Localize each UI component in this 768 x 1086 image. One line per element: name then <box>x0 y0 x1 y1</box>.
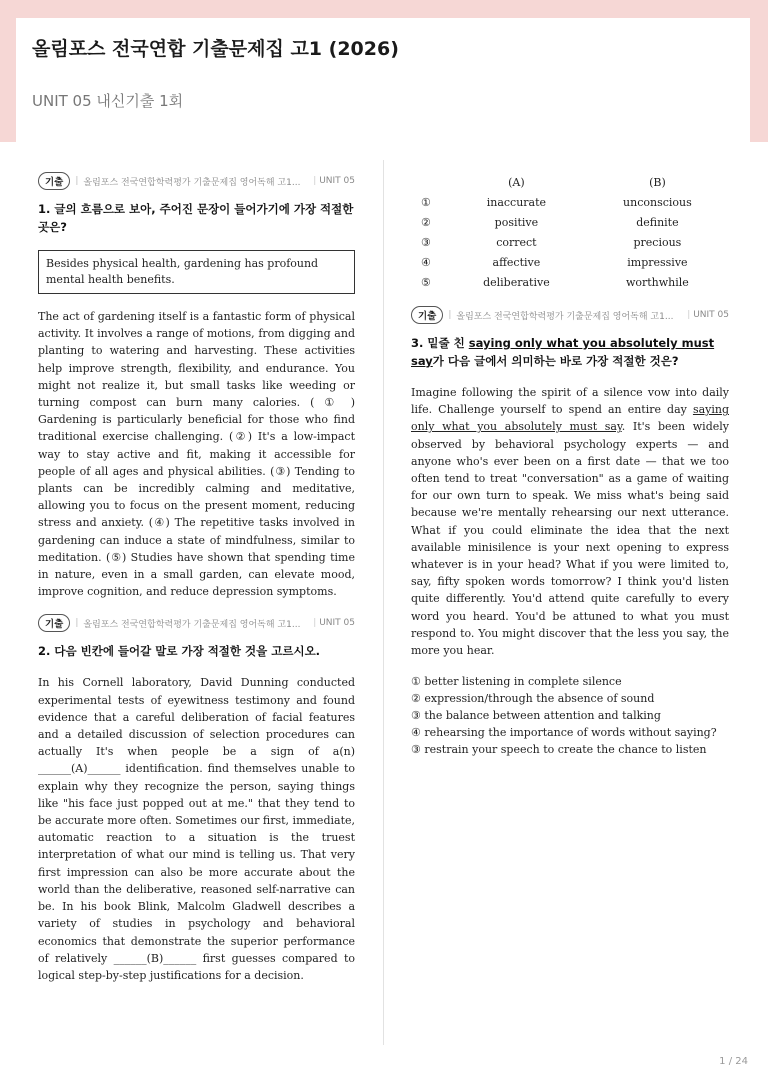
q2-option-a: positive <box>494 215 539 229</box>
q3-passage <box>411 384 729 659</box>
q3-passage-before: Imagine following the spirit of a silence vow into daily life. Challenge yourself to spend an entire day <box>411 386 729 417</box>
q3-choice[interactable]: ③ the balance between attention and talking <box>411 709 661 723</box>
q3-choices <box>411 673 729 758</box>
q2-option-b: unconscious <box>623 195 692 209</box>
q2-option-b: definite <box>636 215 679 229</box>
q2-option-b: worthwhile <box>625 275 689 289</box>
q3-passage-after: . It's been widely observed by behavioral psychology experts — and anyone who's ever been on a first date — that we too often tend to treat "conversation" as a game of waiting for our own turn to speak. We miss what's being said because we're mentally rehearsing our next utterance. What if you could eliminate the idea that the next available minisilence is your next opening to express whatever is in your head? What if you were limited to, say, fifty spoken words tomorrow? I think you'd listen quite differently. You'd attend quite carefully to every word you heard. You'd be attuned to what you must respond to. You might discover that the less you say, the more you hear. <box>411 420 729 658</box>
q3-title-prefix: 3. 밑줄 친 <box>411 336 469 350</box>
q2-options-table <box>411 172 729 292</box>
column-divider <box>383 160 384 1045</box>
q3-separator: | <box>448 310 452 320</box>
q2-option-row[interactable] <box>411 212 729 232</box>
q2-option-num: ④ <box>421 255 431 269</box>
page-subtitle: UNIT 05 내신기출 1회 <box>32 92 184 110</box>
q3-tagline <box>411 306 729 324</box>
right-column <box>411 172 729 758</box>
q2-tag-badge: 기출 <box>38 614 70 632</box>
q2-option-num: ③ <box>421 235 431 249</box>
q2-passage: In his Cornell laboratory, David Dunning conducted experimental tests of eyewitness testimony and found evidence that a careful deliberation of facial features and a detailed discussion of selection procedures can actually It's when people be a sign of a(n) ______(A)______ identification. find themselves unable to explain why they recognize the person, saying things like "his face just popped out at me." that they tend to be accurate more often. Sometimes our first, immediate, automatic reaction to a situation is the truest interpretation of what our mind is telling us. That very first impression can also be more accurate about the world than the deliberative, reasoned self-narrative can be. In his book Blink, Malcolm Gladwell describes a variety of studies in psychology and behavioral economics that demonstrate the superior performance of relatively ______(B)______ first guesses compared to logical step-by-step justifications for a decision. <box>38 676 355 982</box>
q2-option-row[interactable] <box>411 192 729 212</box>
q2-option-a: inaccurate <box>486 195 547 209</box>
page-title: 올림포스 전국연합 기출문제집 고1 (2026) <box>32 38 399 60</box>
q1-tag-badge: 기출 <box>38 172 70 190</box>
q2-unit: | UNIT 05 <box>313 618 355 628</box>
q3-choice[interactable]: ① better listening in complete silence <box>411 675 622 689</box>
q1-source: 올림포스 전국연합학력평가 기출문제집 영어독해 고1... <box>83 177 301 188</box>
q2-option-a: deliberative <box>483 275 550 289</box>
q1-separator: | <box>75 176 79 186</box>
q3-choice[interactable]: ② expression/through the absence of sound <box>411 692 655 706</box>
q2-option-b: impressive <box>627 255 688 269</box>
q3-title-suffix: 가 다음 글에서 의미하는 바로 가장 적절한 것은? <box>432 354 679 368</box>
q3-source: 올림포스 전국연합학력평가 기출문제집 영어독해 고1... <box>456 311 674 322</box>
page-number: 1 / 24 <box>719 1056 748 1067</box>
q2-title: 2. 다음 빈칸에 들어갈 말로 가장 적절한 것을 고르시오. <box>38 644 321 659</box>
q2-option-row[interactable] <box>411 252 729 272</box>
q2-header-b: (B) <box>649 175 666 189</box>
q2-option-b: precious <box>633 235 682 249</box>
q2-option-row[interactable] <box>411 232 729 252</box>
left-column <box>38 172 355 984</box>
q3-choice[interactable]: ④ rehearsing the importance of words without saying? <box>411 726 717 740</box>
q3-passage-underlined: saying only what you absolutely must say <box>411 403 729 434</box>
q2-option-a: affective <box>492 255 541 269</box>
q1-tagline <box>38 172 355 190</box>
q2-option-num: ① <box>421 195 431 209</box>
q3-title-underlined: saying only what you absolutely must say <box>411 336 715 368</box>
q2-option-num: ② <box>421 215 431 229</box>
q2-separator: | <box>75 618 79 629</box>
q2-option-num: ⑤ <box>421 275 431 289</box>
q1-given-sentence: Besides physical health, gardening has profound mental health benefits. <box>38 250 355 294</box>
q1-unit: | UNIT 05 <box>313 176 355 186</box>
q3-choice[interactable]: ③ restrain your speech to create the chance to listen <box>411 743 707 757</box>
q1-passage: The act of gardening itself is a fantastic form of physical activity. It involves a range of motions, from digging and planting to watering and harvesting. These activities help improve strength, flexibility, and endurance. You might not realize it, but small tasks like weeding or turning compost can burn many calories. ( ① ) Gardening is particularly beneficial for those who find traditional exercise challenging. (②) It's a low-impact way to stay active and fit, making it accessible for people of all ages and physical abilities. (③) Tending to plants can be incredibly calming and meditative, allowing you to focus on the present moment, reducing stress and anxiety. (④) The repetitive tasks involved in gardening can induce a state of mindfulness, similar to meditation. (⑤) Studies have shown that spending time in nature, even in a small garden, can elevate mood, improve cognition, and reduce depression symptoms. <box>38 310 355 599</box>
q2-options-header-row <box>411 172 729 192</box>
q3-tag-badge: 기출 <box>411 306 443 324</box>
q2-option-a: correct <box>496 235 537 249</box>
q2-option-row[interactable] <box>411 272 729 292</box>
q3-title <box>411 334 729 370</box>
q1-title: 1. 글의 흐름으로 보아, 주어진 문장이 들어가기에 가장 적절한 곳은? <box>38 202 354 234</box>
q3-unit: | UNIT 05 <box>687 310 729 320</box>
q2-source: 올림포스 전국연합학력평가 기출문제집 영어독해 고1... <box>83 619 301 630</box>
q2-header-a: (A) <box>508 175 525 189</box>
q2-tagline <box>38 614 355 632</box>
